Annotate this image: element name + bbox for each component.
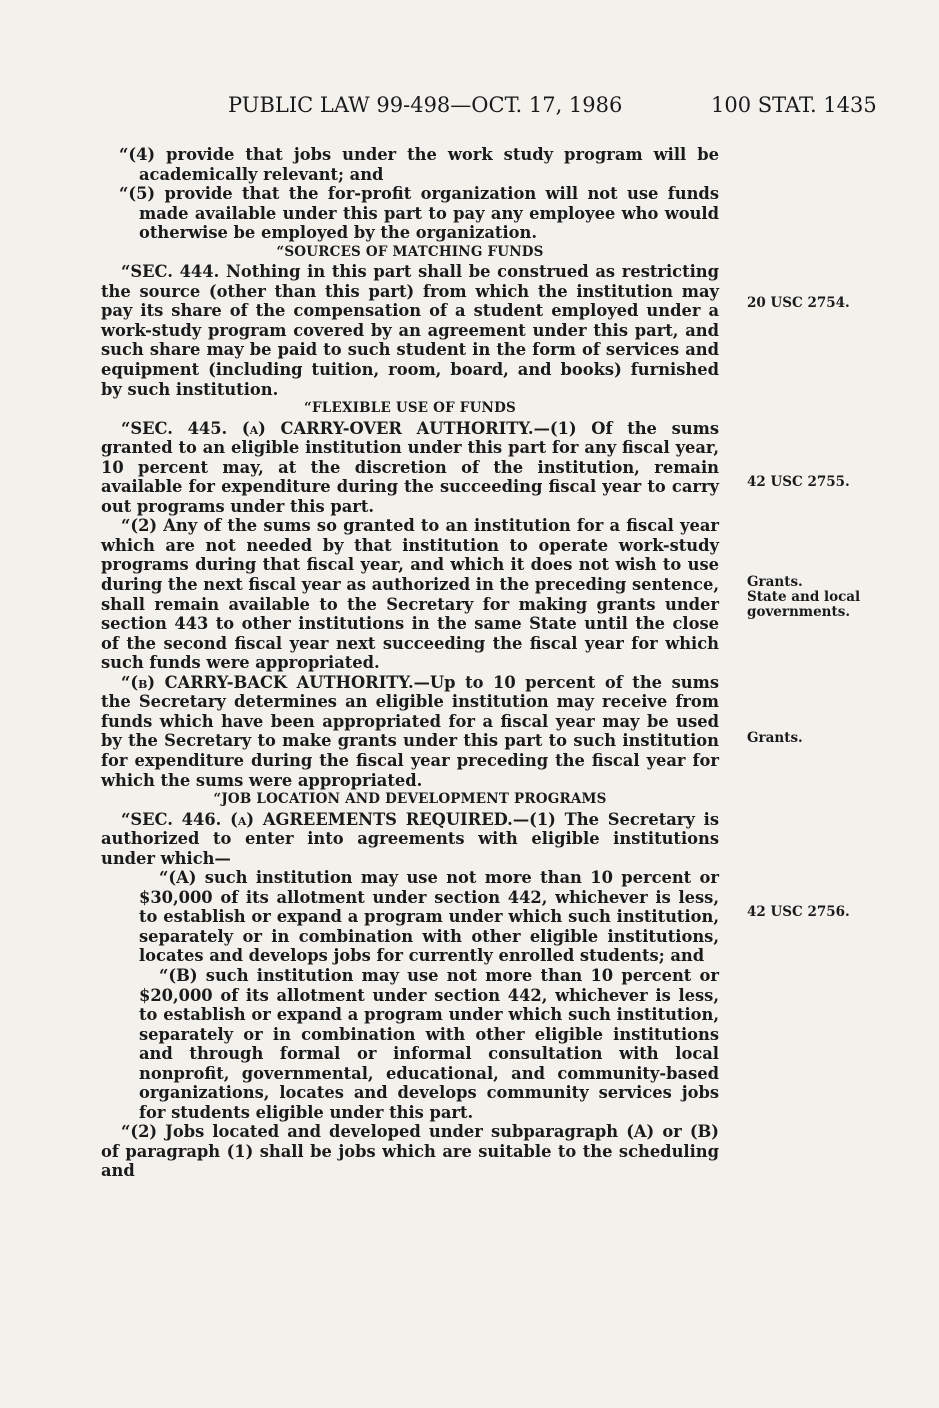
section-445-a	[101, 419, 719, 517]
page-header-title: PUBLIC LAW 99-498—OCT. 17, 1986	[228, 93, 623, 117]
subparagraph-a: “(A) such institution may use not more than 10 percent or $30,000 of its allotment under section 442, whichever is less, to establish or expand a program under which such institution, separately or in combination with other eligible institutions, locates and develops jobs for currently enrolled students; and	[139, 868, 719, 966]
margin-note-20-usc-2754: 20 USC 2754.	[747, 295, 850, 311]
heading-sources-of-matching-funds: “SOURCES OF MATCHING FUNDS	[276, 243, 544, 260]
section-446-a-label: “SEC. 446. (a) AGREEMENTS REQUIRED.	[121, 809, 513, 829]
section-444: “SEC. 444. Nothing in this part shall be construed as restricting the source (other than this part) from which the institution may pay its share of the compensation of a student employed under a work-study program covered by an agreement under this part, and such share may be paid to such student in the form of services and equipment (including tuition, room, board, and books) furnished by such institution.	[101, 262, 719, 399]
margin-note-state-and-local: State and local governments.	[747, 589, 861, 620]
section-445-b-label: “(b) CARRY-BACK AUTHORITY.	[121, 672, 414, 692]
paragraph-4: “(4) provide that jobs under the work study program will be academically relevant; and	[119, 145, 719, 184]
section-445-a-label: “SEC. 445. (a) CARRY-OVER AUTHORITY.	[121, 418, 534, 438]
page-header-stat: 100 STAT. 1435	[711, 93, 877, 117]
section-445-a-2: “(2) Any of the sums so granted to an institution for a fiscal year which are not needed by that institution to operate work-study programs during that fiscal year, and which it does not wish to use during the next fiscal year as authorized in the preceding sentence, shall remain available to the Secretary for making grants under section 443 to other institutions in the same State until the close of the second fiscal year next succeeding the fiscal year for which such funds were appropriated.	[101, 516, 719, 673]
paragraph-2: “(2) Jobs located and developed under subparagraph (A) or (B) of paragraph (1) shall be jobs which are suitable to the scheduling and	[101, 1122, 719, 1181]
margin-note-42-usc-2755: 42 USC 2755.	[747, 474, 850, 490]
section-445-a-text: —(1) Of the sums granted to an eligible institution under this part for any fiscal year, 10 percent may, at the discretion of the institution, remain available for expenditure during the succeeding fiscal year to carry out programs under this part.	[101, 418, 720, 516]
section-445-b-text: —Up to 10 percent of the sums the Secretary determines an eligible institution may receive from funds which have been appropriated for a fiscal year may be used by the Secretary to make grants under this part to such institution for expenditure during the fiscal year preceding the fiscal year for which the sums were appropriated.	[101, 672, 720, 790]
section-446-a-text: —(1) The Secretary is authorized to enter into agreements with eligible institutions under which—	[101, 809, 719, 868]
paragraph-5: “(5) provide that the for-profit organization will not use funds made available under this part to pay any employee who would otherwise be employed by the organization.	[119, 184, 719, 243]
subparagraph-b: “(B) such institution may use not more than 10 percent or $20,000 of its allotment under section 442, whichever is less, to establish or expand a program under which such institution, separately or in combination with other eligible institutions and through formal or informal consultation with local nonprofit, governmental, educational, and community-based organizations, locates and develops community services jobs for students eligible under this part.	[139, 965, 719, 1122]
section-445-b	[101, 673, 719, 790]
document-body	[101, 145, 719, 1181]
margin-note-grants: Grants.	[747, 574, 803, 590]
heading-flexible-use-of-funds: “FLEXIBLE USE OF FUNDS	[304, 400, 516, 417]
margin-note-42-usc-2756: 42 USC 2756.	[747, 904, 850, 920]
margin-note-grants-2: Grants.	[747, 730, 803, 746]
section-446-a	[101, 810, 719, 869]
heading-job-location: “JOB LOCATION AND DEVELOPMENT PROGRAMS	[213, 791, 607, 808]
